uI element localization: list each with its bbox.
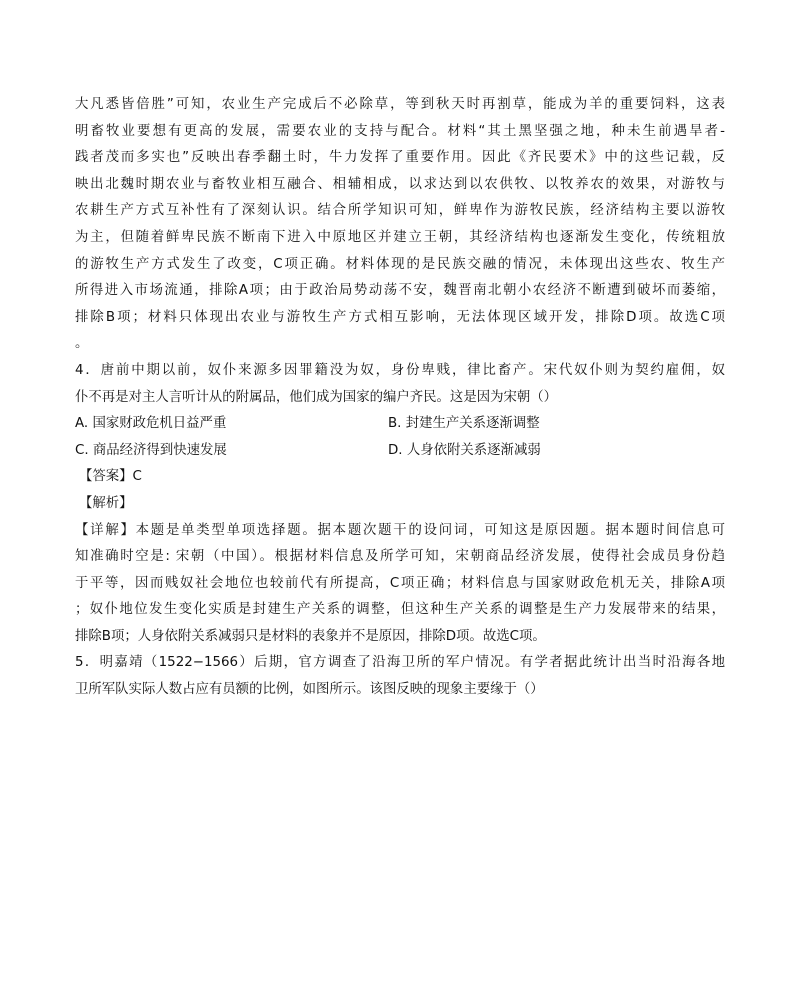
detail-line: 知准确时空是: 宋朝（中国）。根据材料信息及所学可知，宋朝商品经济发展，使得社会成员身份趋: [75, 549, 725, 565]
detail-line: 【详解】本题是单类型单项选择题。据本题次题干的设问词，可知这是原因题。据本题时间信息可: [75, 522, 725, 538]
text-line: 践者茂而多实也”反映出春季翻土时，牛力发挥了重要作用。因此《齐民要术》中的这些记载，反: [75, 150, 725, 166]
detail-line: ；奴仆地位发生变化实质是封建生产关系的调整，但这种生产关系的调整是生产力发展带来的结果，: [75, 602, 725, 618]
question-5: [75, 650, 725, 703]
option-b: B. 封建生产关系逐渐调整: [388, 416, 540, 432]
option-d: D. 人身依附关系逐渐减弱: [388, 442, 541, 458]
option-row: [75, 411, 725, 438]
answer-label: 【答案】C: [79, 469, 142, 485]
text-line: 。: [75, 336, 89, 352]
option-row: [75, 438, 725, 465]
text-line: 为主，但随着鲜卑民族不断南下进入中原地区并建立王朝，其经济结构也逐渐发生变化，传统粗放: [75, 229, 725, 245]
q3-analysis-continuation: [75, 92, 725, 358]
detail-line: 排除B项；人身依附关系减弱只是材料的表象并不是原因，排除D项。故选C项。: [75, 628, 546, 644]
option-a: A. 国家财政危机日益严重: [75, 416, 227, 432]
question-stem-line: 5．明嘉靖（1522−1566）后期，官方调查了沿海卫所的军户情况。有学者据此统计出当时沿海各地: [75, 655, 725, 671]
text-line: 排除B项；材料只体现出农业与游牧生产方式相互影响，无法体现区域开发，排除D项。故选C项: [75, 309, 725, 325]
analysis-label: 【解析】: [79, 495, 133, 511]
document-page: [75, 92, 725, 704]
text-line: 大凡悉皆倍胜”可知，农业生产完成后不必除草，等到秋天时再割草，能成为羊的重要饲料，这表: [75, 97, 725, 112]
question-stem-line: 仆不再是对主人言听计从的附属品，他们成为国家的编户齐民。这是因为宋朝（）: [75, 389, 558, 405]
text-line: 的游牧生产方式发生了改变，C项正确。材料体现的是民族交融的情况，未体现出这些农、牧生产: [75, 256, 725, 272]
question-stem-line: 4．唐前中期以前，奴仆来源多因罪籍没为奴，身份卑贱，律比畜产。宋代奴仆则为契约雇佣，奴: [75, 362, 725, 378]
option-c: C. 商品经济得到快速发展: [75, 442, 227, 458]
detail-line: 于平等，因而贱奴社会地位也较前代有所提高，C项正确；材料信息与国家财政危机无关，排除A项: [75, 575, 725, 591]
question-4: [75, 358, 725, 651]
text-line: 明畜牧业要想有更高的发展，需要农业的支持与配合。材料“其土黑坚强之地，种未生前遇旱者-: [75, 123, 725, 139]
text-line: 映出北魏时期农业与畜牧业相互融合、相辅相成，以求达到以农供牧、以牧养农的效果，对游牧与: [75, 176, 725, 192]
question-stem-line: 卫所军队实际人数占应有员额的比例，如图所示。该图反映的现象主要缘于（）: [75, 682, 544, 698]
text-line: 所得进入市场流通，排除A项；由于政治局势动荡不安，魏晋南北朝小农经济不断遭到破坏而萎缩，: [75, 283, 725, 299]
text-line: 农耕生产方式互补性有了深刻认识。结合所学知识可知，鲜卑作为游牧民族，经济结构主要以游牧: [75, 203, 725, 219]
